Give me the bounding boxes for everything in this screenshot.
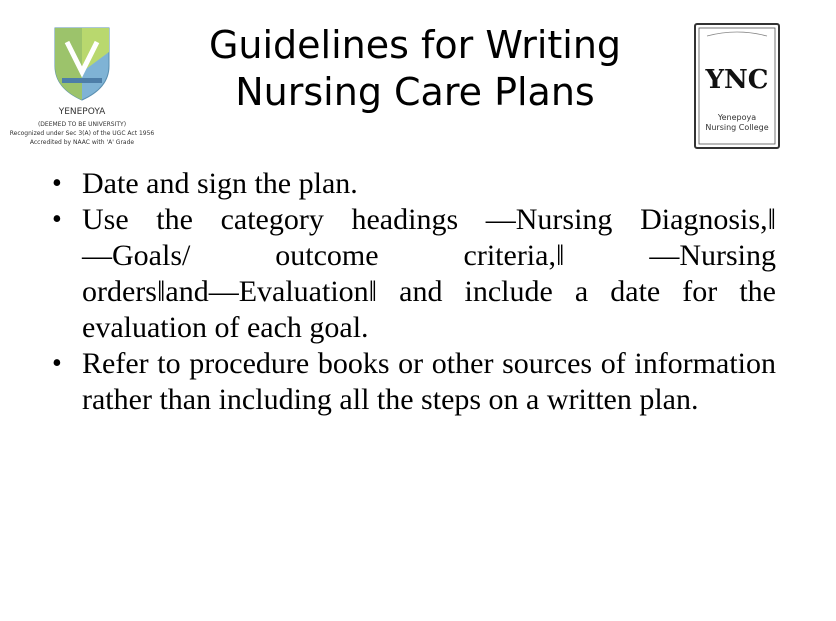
logo-line2: Recognized under Sec 3(A) of the UGC Act 1956 — [9, 130, 155, 137]
nursing-college-logo — [693, 22, 781, 150]
logo-monogram: YNC — [705, 65, 769, 95]
page-title — [150, 22, 680, 116]
bullet-item — [52, 202, 776, 346]
bullet-icon: • — [52, 168, 62, 199]
logo-name: YENEPOYA — [58, 107, 106, 117]
title-line-1: Guidelines for Writing — [208, 23, 622, 67]
bullet-icon: • — [52, 348, 62, 379]
bullet-text: Use the category headings ―Nursing Diagnosis,‖ ―Goals/ outcome criteria,‖ ―Nursing orders‖and―Evaluation‖ and include a date for the evaluation of each goal. — [82, 203, 776, 344]
yenepoya-logo — [9, 22, 155, 152]
logo-college-line2: Nursing College — [705, 123, 769, 132]
logo-college-line1: Yenepoya — [717, 113, 757, 122]
logo-line3: Accredited by NAAC with 'A' Grade — [29, 139, 135, 146]
bullet-item — [52, 346, 776, 418]
bullet-item — [52, 166, 776, 202]
bullet-text: Date and sign the plan. — [82, 167, 358, 200]
yenepoya-shield-icon — [9, 22, 155, 152]
bullet-text: Refer to procedure books or other sources of information rather than including all the steps on a written plan. — [82, 347, 776, 416]
title-line-2: Nursing Care Plans — [235, 70, 595, 114]
bullet-icon: • — [52, 204, 62, 235]
logo-line1: (DEEMED TO BE UNIVERSITY) — [37, 121, 127, 128]
bullet-list — [52, 166, 776, 418]
nursing-college-emblem-icon — [693, 22, 781, 150]
